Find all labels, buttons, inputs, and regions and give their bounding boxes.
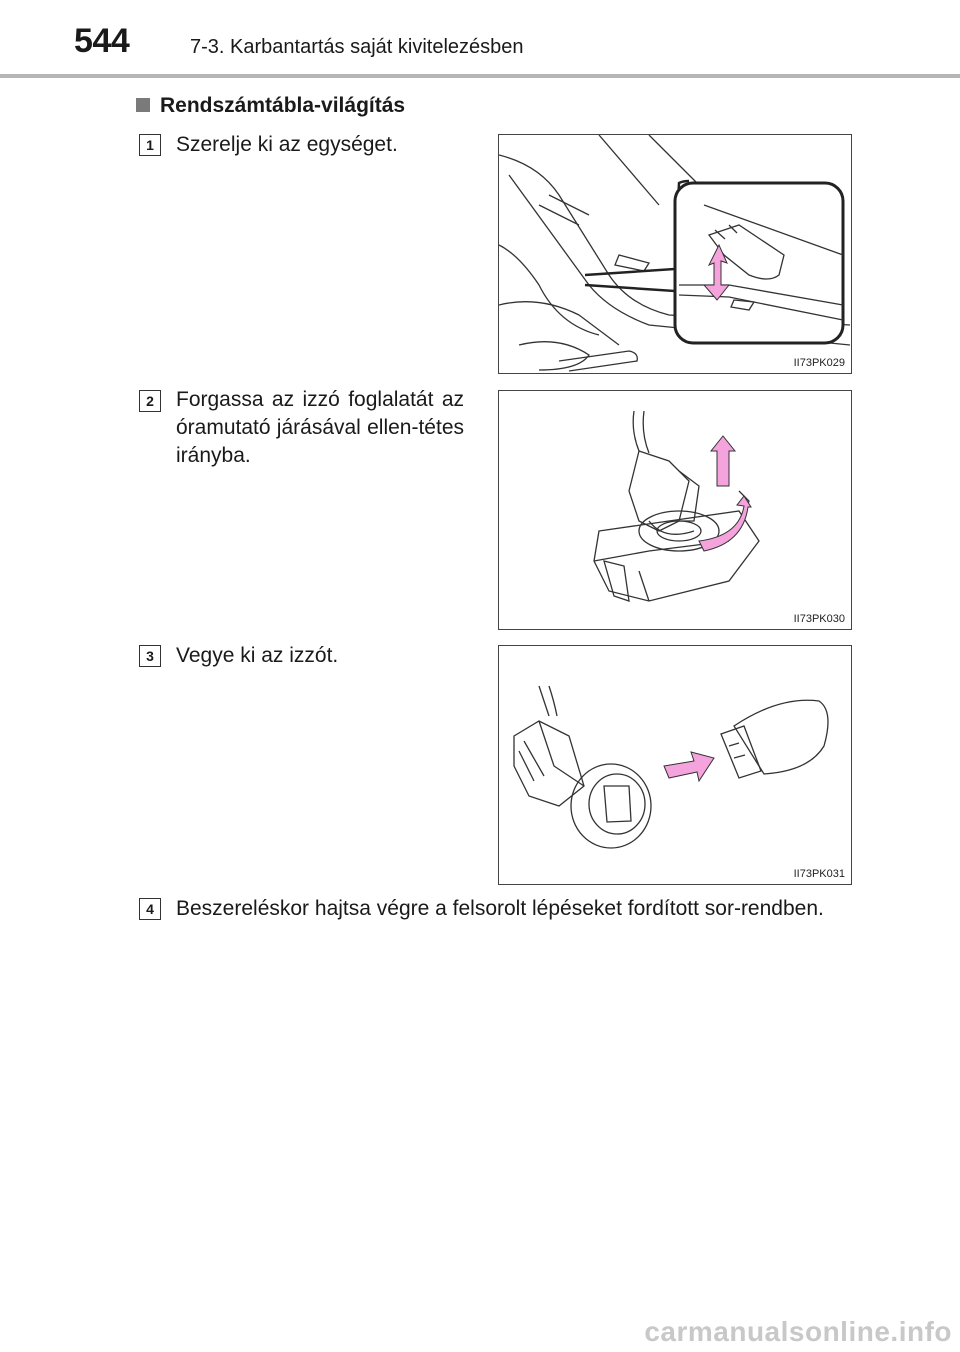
figure-code: II73PK031 [793,868,845,880]
figure-remove-bulb [498,645,852,885]
section-title [136,94,405,118]
step-text-4: Beszereléskor hajtsa végre a felsorolt lépéseket fordított sor-rendben. [176,897,824,920]
step-number-1: 1 [139,134,161,156]
license-light-unit-illustration [499,135,850,372]
bulb-removal-illustration [499,646,850,883]
chapter-title: 7-3. Karbantartás saját kivitelezésben [190,36,524,58]
square-bullet-icon [136,98,150,112]
step-text-3: Vegye ki az izzót. [176,644,339,667]
step-text-1: Szerelje ki az egységet. [176,133,398,156]
header-divider [0,74,960,78]
figure-code: II73PK029 [793,357,845,369]
page-number: 544 [74,22,130,60]
figure-remove-unit [498,134,852,374]
step-number-2: 2 [139,390,161,412]
figure-rotate-socket [498,390,852,630]
watermark: carmanualsonline.info [644,1316,952,1347]
step-text-2: Forgassa az izzó foglalatát az óramutató járásával ellen-tétes irányba. [176,388,464,467]
figure-code: II73PK030 [793,613,845,625]
step-number-4: 4 [139,898,161,920]
step-number-3: 3 [139,645,161,667]
section-title-text: Rendszámtábla-világítás [160,94,406,117]
bulb-socket-rotation-illustration [499,391,850,628]
